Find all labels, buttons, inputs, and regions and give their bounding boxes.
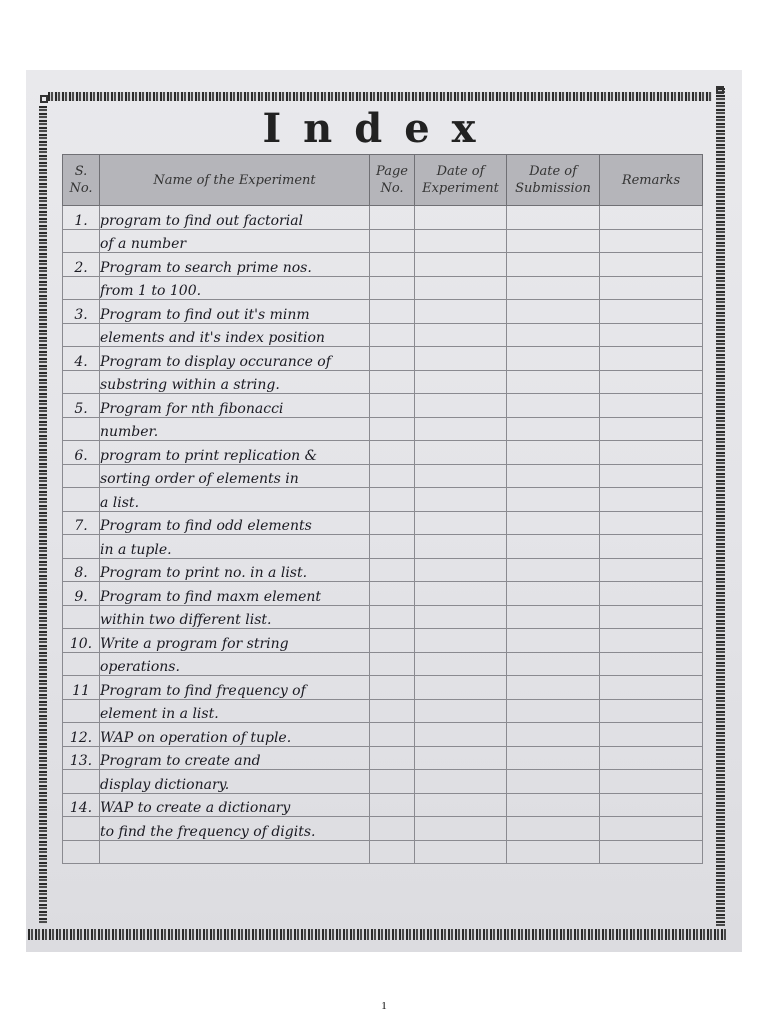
- cell-remarks: [600, 441, 703, 465]
- cell-experiment-name: Program to find maxm element: [100, 582, 370, 606]
- cell-date-experiment: [415, 793, 507, 817]
- decorative-border-left: [39, 106, 47, 924]
- cell-date-submission: [507, 676, 600, 700]
- cell-experiment-name: Program to print no. in a list.: [100, 558, 370, 582]
- cell-remarks: [600, 394, 703, 418]
- cell-date-experiment: [415, 464, 507, 488]
- index-table-body: [63, 206, 703, 864]
- cell-experiment-name: Program to find out it's minm: [100, 300, 370, 324]
- cell-date-submission: [507, 229, 600, 253]
- cell-date-experiment: [415, 347, 507, 371]
- cell-sno: 8.: [63, 558, 100, 582]
- cell-remarks: [600, 276, 703, 300]
- cell-page: [370, 417, 415, 441]
- cell-date-submission: [507, 370, 600, 394]
- column-header-date-submission: Date of Submission: [507, 155, 600, 206]
- cell-sno: [63, 488, 100, 512]
- cell-remarks: [600, 417, 703, 441]
- cell-page: [370, 206, 415, 230]
- cell-date-submission: [507, 652, 600, 676]
- table-row: [63, 206, 703, 230]
- cell-page: [370, 370, 415, 394]
- cell-experiment-name: Program for nth fibonacci: [100, 394, 370, 418]
- cell-date-submission: [507, 723, 600, 747]
- cell-page: [370, 699, 415, 723]
- cell-date-experiment: [415, 652, 507, 676]
- cell-date-submission: [507, 793, 600, 817]
- cell-page: [370, 488, 415, 512]
- cell-experiment-name: number.: [100, 417, 370, 441]
- cell-date-submission: [507, 464, 600, 488]
- cell-experiment-name: Program to create and: [100, 746, 370, 770]
- cell-date-experiment: [415, 840, 507, 864]
- cell-experiment-name: of a number: [100, 229, 370, 253]
- cell-date-submission: [507, 206, 600, 230]
- cell-date-submission: [507, 300, 600, 324]
- table-row: [63, 229, 703, 253]
- cell-remarks: [600, 699, 703, 723]
- cell-date-experiment: [415, 511, 507, 535]
- cell-page: [370, 770, 415, 794]
- cell-remarks: [600, 558, 703, 582]
- cell-experiment-name: a list.: [100, 488, 370, 512]
- cell-page: [370, 511, 415, 535]
- table-row: [63, 253, 703, 277]
- cell-page: [370, 347, 415, 371]
- cell-remarks: [600, 347, 703, 371]
- cell-sno: [63, 323, 100, 347]
- cell-page: [370, 652, 415, 676]
- table-header-row: [63, 155, 703, 206]
- decorative-border-top: [48, 92, 712, 101]
- cell-date-submission: [507, 746, 600, 770]
- cell-remarks: [600, 746, 703, 770]
- cell-date-experiment: [415, 535, 507, 559]
- column-header-sno: S. No.: [63, 155, 100, 206]
- cell-date-experiment: [415, 723, 507, 747]
- cell-date-experiment: [415, 229, 507, 253]
- cell-date-submission: [507, 629, 600, 653]
- cell-experiment-name: from 1 to 100.: [100, 276, 370, 300]
- cell-date-submission: [507, 840, 600, 864]
- decorative-border-bottom: [28, 929, 726, 940]
- table-row: [63, 629, 703, 653]
- cell-remarks: [600, 535, 703, 559]
- cell-sno: 6.: [63, 441, 100, 465]
- table-row: [63, 394, 703, 418]
- cell-sno: 2.: [63, 253, 100, 277]
- cell-remarks: [600, 253, 703, 277]
- cell-remarks: [600, 488, 703, 512]
- cell-sno: [63, 370, 100, 394]
- cell-remarks: [600, 770, 703, 794]
- table-row: [63, 793, 703, 817]
- cell-date-experiment: [415, 300, 507, 324]
- cell-date-submission: [507, 699, 600, 723]
- cell-sno: [63, 652, 100, 676]
- cell-experiment-name: WAP to create a dictionary: [100, 793, 370, 817]
- cell-experiment-name: Program to display occurance of: [100, 347, 370, 371]
- cell-experiment-name: program to find out factorial: [100, 206, 370, 230]
- cell-sno: 9.: [63, 582, 100, 606]
- cell-experiment-name: WAP on operation of tuple.: [100, 723, 370, 747]
- cell-remarks: [600, 723, 703, 747]
- cell-sno: [63, 229, 100, 253]
- cell-experiment-name: display dictionary.: [100, 770, 370, 794]
- column-header-date-experiment: Date of Experiment: [415, 155, 507, 206]
- cell-page: [370, 817, 415, 841]
- cell-remarks: [600, 300, 703, 324]
- cell-page: [370, 605, 415, 629]
- cell-date-submission: [507, 394, 600, 418]
- cell-date-experiment: [415, 558, 507, 582]
- cell-date-experiment: [415, 394, 507, 418]
- cell-date-experiment: [415, 605, 507, 629]
- cell-sno: 11: [63, 676, 100, 700]
- cell-page: [370, 464, 415, 488]
- cell-date-experiment: [415, 417, 507, 441]
- cell-experiment-name: elements and it's index position: [100, 323, 370, 347]
- cell-sno: 10.: [63, 629, 100, 653]
- cell-date-submission: [507, 817, 600, 841]
- table-row: [63, 582, 703, 606]
- cell-remarks: [600, 793, 703, 817]
- cell-page: [370, 558, 415, 582]
- table-row: [63, 464, 703, 488]
- cell-sno: 3.: [63, 300, 100, 324]
- cell-page: [370, 535, 415, 559]
- cell-experiment-name: Program to find frequency of: [100, 676, 370, 700]
- cell-experiment-name: program to print replication &: [100, 441, 370, 465]
- cell-date-submission: [507, 347, 600, 371]
- table-row: [63, 441, 703, 465]
- cell-page: [370, 300, 415, 324]
- cell-date-experiment: [415, 206, 507, 230]
- cell-date-experiment: [415, 323, 507, 347]
- cell-date-submission: [507, 605, 600, 629]
- cell-page: [370, 323, 415, 347]
- border-corner-icon: [716, 86, 724, 94]
- cell-date-submission: [507, 441, 600, 465]
- cell-page: [370, 746, 415, 770]
- cell-date-experiment: [415, 699, 507, 723]
- cell-experiment-name: substring within a string.: [100, 370, 370, 394]
- cell-experiment-name: to find the frequency of digits.: [100, 817, 370, 841]
- cell-date-submission: [507, 770, 600, 794]
- cell-page: [370, 840, 415, 864]
- cell-date-experiment: [415, 770, 507, 794]
- cell-remarks: [600, 229, 703, 253]
- column-header-remarks: Remarks: [600, 155, 703, 206]
- cell-sno: [63, 605, 100, 629]
- index-table: [62, 154, 703, 864]
- table-row: [63, 370, 703, 394]
- cell-remarks: [600, 582, 703, 606]
- cell-experiment-name: [100, 840, 370, 864]
- table-row: [63, 300, 703, 324]
- cell-remarks: [600, 511, 703, 535]
- cell-remarks: [600, 464, 703, 488]
- table-row: [63, 417, 703, 441]
- cell-remarks: [600, 370, 703, 394]
- cell-date-submission: [507, 253, 600, 277]
- table-row: [63, 652, 703, 676]
- table-row: [63, 535, 703, 559]
- cell-sno: 7.: [63, 511, 100, 535]
- cell-remarks: [600, 629, 703, 653]
- cell-sno: 12.: [63, 723, 100, 747]
- table-row: [63, 770, 703, 794]
- cell-sno: [63, 464, 100, 488]
- cell-date-submission: [507, 511, 600, 535]
- cell-experiment-name: Program to find odd elements: [100, 511, 370, 535]
- cell-experiment-name: element in a list.: [100, 699, 370, 723]
- cell-date-experiment: [415, 676, 507, 700]
- cell-date-experiment: [415, 441, 507, 465]
- cell-date-experiment: [415, 370, 507, 394]
- cell-page: [370, 441, 415, 465]
- table-row: [63, 323, 703, 347]
- table-row: [63, 840, 703, 864]
- cell-experiment-name: sorting order of elements in: [100, 464, 370, 488]
- table-row: [63, 511, 703, 535]
- cell-remarks: [600, 206, 703, 230]
- cell-date-experiment: [415, 817, 507, 841]
- cell-experiment-name: in a tuple.: [100, 535, 370, 559]
- cell-sno: [63, 699, 100, 723]
- cell-remarks: [600, 840, 703, 864]
- cell-sno: [63, 840, 100, 864]
- cell-sno: 14.: [63, 793, 100, 817]
- cell-date-submission: [507, 323, 600, 347]
- table-row: [63, 723, 703, 747]
- cell-experiment-name: Write a program for string: [100, 629, 370, 653]
- cell-page: [370, 276, 415, 300]
- cell-experiment-name: operations.: [100, 652, 370, 676]
- cell-sno: [63, 535, 100, 559]
- cell-sno: [63, 417, 100, 441]
- cell-sno: 1.: [63, 206, 100, 230]
- cell-remarks: [600, 676, 703, 700]
- table-row: [63, 676, 703, 700]
- table-row: [63, 347, 703, 371]
- table-row: [63, 276, 703, 300]
- cell-page: [370, 253, 415, 277]
- cell-remarks: [600, 605, 703, 629]
- table-row: [63, 558, 703, 582]
- cell-sno: 4.: [63, 347, 100, 371]
- table-row: [63, 699, 703, 723]
- cell-sno: 5.: [63, 394, 100, 418]
- page-title: Index: [262, 105, 498, 152]
- cell-date-submission: [507, 535, 600, 559]
- column-header-page: Page No.: [370, 155, 415, 206]
- cell-page: [370, 394, 415, 418]
- cell-page: [370, 723, 415, 747]
- border-corner-icon: [40, 95, 48, 103]
- cell-date-submission: [507, 276, 600, 300]
- cell-date-experiment: [415, 253, 507, 277]
- cell-sno: [63, 276, 100, 300]
- cell-remarks: [600, 817, 703, 841]
- cell-date-submission: [507, 558, 600, 582]
- cell-page: [370, 582, 415, 606]
- cell-page: [370, 629, 415, 653]
- table-row: [63, 605, 703, 629]
- cell-sno: [63, 817, 100, 841]
- table-row: [63, 746, 703, 770]
- cell-date-experiment: [415, 488, 507, 512]
- cell-date-experiment: [415, 629, 507, 653]
- cell-sno: 13.: [63, 746, 100, 770]
- cell-date-experiment: [415, 582, 507, 606]
- table-row: [63, 817, 703, 841]
- cell-remarks: [600, 652, 703, 676]
- cell-date-experiment: [415, 276, 507, 300]
- table-row: [63, 488, 703, 512]
- cell-date-experiment: [415, 746, 507, 770]
- page-number: 1: [381, 1000, 387, 1012]
- cell-experiment-name: within two different list.: [100, 605, 370, 629]
- column-header-name: Name of the Experiment: [100, 155, 370, 206]
- cell-date-submission: [507, 488, 600, 512]
- decorative-border-right: [716, 88, 725, 926]
- cell-sno: [63, 770, 100, 794]
- cell-page: [370, 229, 415, 253]
- cell-date-submission: [507, 582, 600, 606]
- cell-remarks: [600, 323, 703, 347]
- cell-page: [370, 676, 415, 700]
- cell-date-submission: [507, 417, 600, 441]
- cell-experiment-name: Program to search prime nos.: [100, 253, 370, 277]
- cell-page: [370, 793, 415, 817]
